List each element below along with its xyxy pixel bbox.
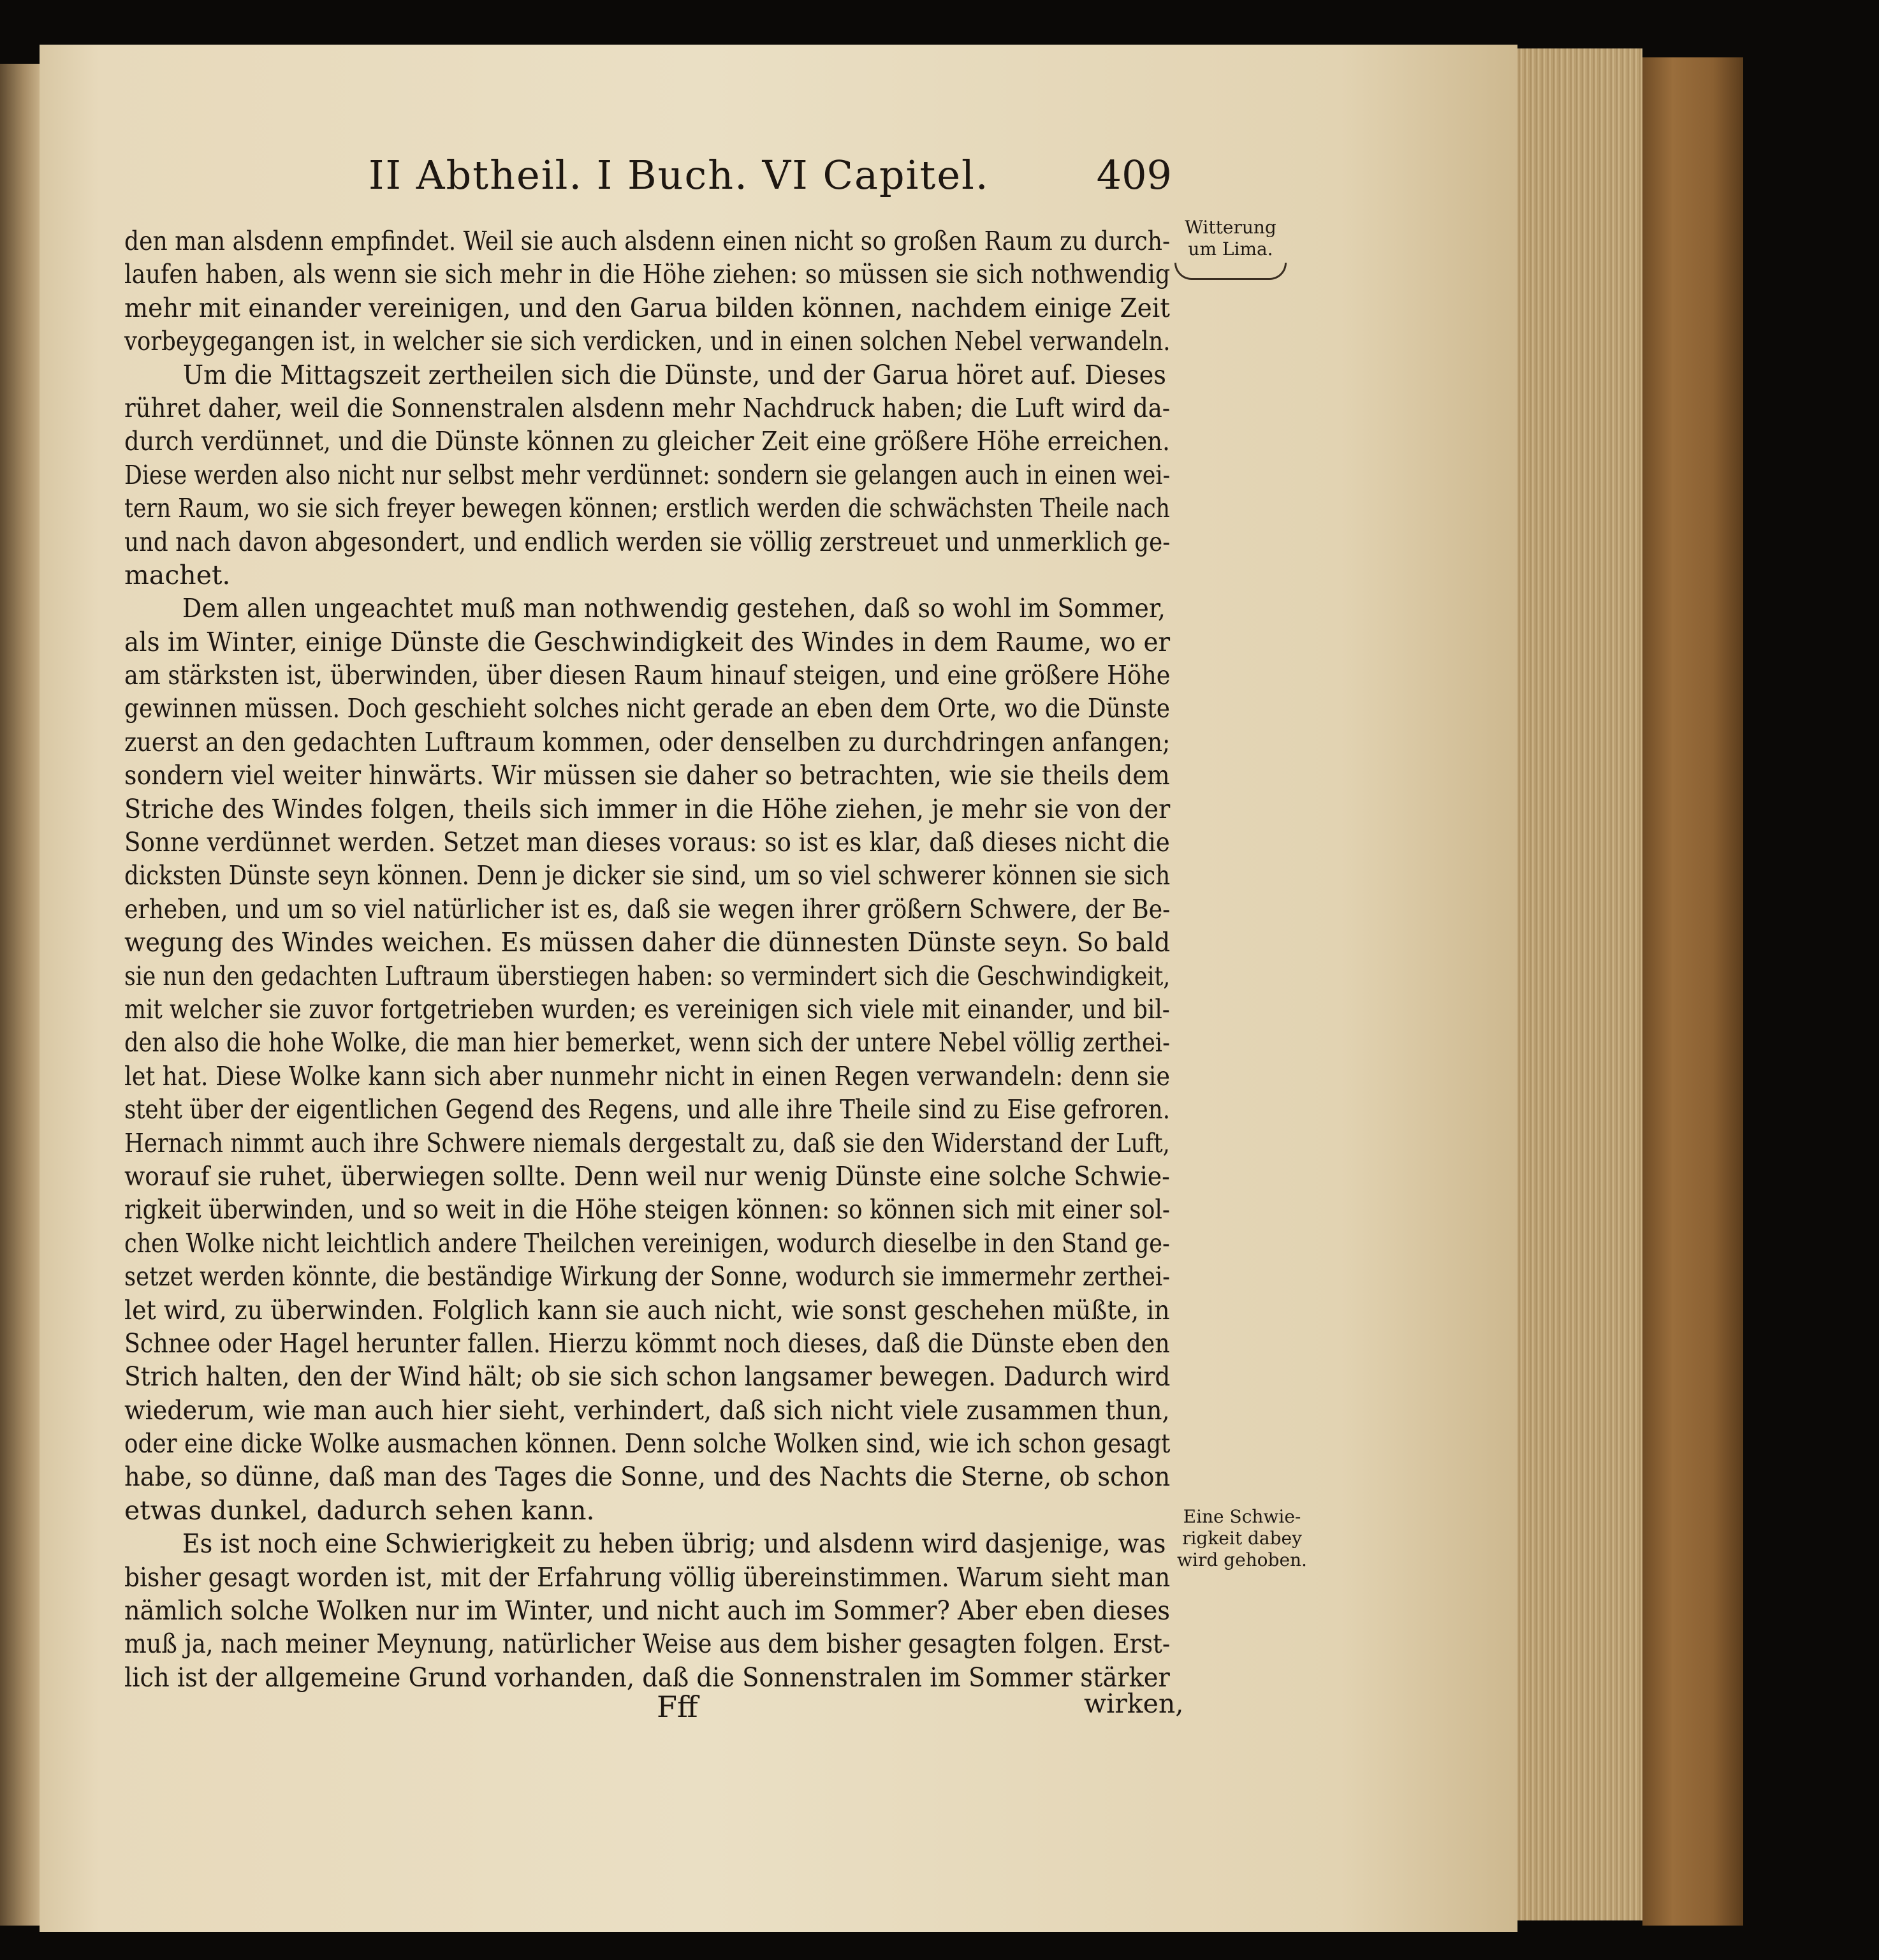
text-line: Dem allen ungeachtet muß man nothwendig gestehen, daß so wohl im Sommer, bbox=[182, 593, 1166, 624]
text-line: Es ist noch eine Schwierigkeit zu heben übrig; und alsdenn wird dasjenige, was bbox=[182, 1528, 1166, 1560]
signature-mark: Fff bbox=[657, 1690, 698, 1724]
text-line: habe, so dünne, daß man des Tages die Sonne, und des Nachts die Sterne, ob schon bbox=[124, 1461, 1171, 1493]
text-line: vorbeygegangen ist, in welcher sie sich verdicken, und in einen solchen Nebel verwandeln. bbox=[124, 326, 1171, 357]
text-line: den also die hohe Wolke, die man hier bemerket, wenn sich der untere Nebel völlig zerthei- bbox=[124, 1027, 1170, 1058]
page-block-fore-edge bbox=[1517, 48, 1642, 1920]
margin-note-witterung bbox=[1170, 217, 1291, 280]
page-number: 409 bbox=[1096, 152, 1172, 198]
text-line: steht über der eigentlichen Gegend des Regens, und alle ihre Theile sind zu Eise gefroren. bbox=[124, 1094, 1171, 1125]
text-line: Striche des Windes folgen, theils sich immer in die Höhe ziehen, je mehr sie von der bbox=[124, 793, 1171, 824]
text-line: mit welcher sie zuvor fortgetrieben wurden; es vereinigen sich viele mit einander, und bil- bbox=[124, 993, 1170, 1025]
text-line: setzet werden könnte, die beständige Wirkung der Sonne, wodurch sie immermehr zerthei- bbox=[124, 1261, 1171, 1292]
margin-note-line: rigkeit dabey bbox=[1182, 1528, 1302, 1549]
running-head: II Abtheil. I Buch. VI Capitel. bbox=[369, 152, 990, 198]
text-line: laufen haben, als wenn sie sich mehr in die Höhe ziehen: so müssen sie sich nothwendig bbox=[124, 259, 1171, 290]
text-line: rigkeit überwinden, und so weit in die Höhe steigen können: so können sich mit einer sol- bbox=[124, 1194, 1170, 1225]
text-line: mehr mit einander vereinigen, und den Garua bilden können, nachdem einige Zeit bbox=[124, 292, 1170, 323]
text-line: gewinnen müssen. Doch geschieht solches nicht gerade an eben dem Orte, wo die Dünste bbox=[124, 693, 1170, 724]
text-line: let hat. Diese Wolke kann sich aber nunmehr nicht in einen Regen verwandeln: denn sie bbox=[124, 1060, 1171, 1092]
text-line: als im Winter, einige Dünste die Geschwindigkeit des Windes in dem Raume, wo er bbox=[124, 626, 1171, 657]
margin-note-line: wird gehoben. bbox=[1177, 1549, 1307, 1570]
text-line: durch verdünnet, und die Dünste können zu gleicher Zeit eine größere Höhe erreichen. bbox=[124, 426, 1170, 457]
page-header bbox=[369, 152, 1172, 222]
margin-note-line: um Lima. bbox=[1188, 238, 1273, 260]
text-line: den man alsdenn empfindet. Weil sie auch alsdenn einen nicht so großen Raum zu durch- bbox=[124, 226, 1171, 256]
text-line: rühret daher, weil die Sonnenstralen alsdenn mehr Nachdruck haben; die Luft wird da- bbox=[124, 392, 1171, 423]
text-line: erheben, und um so viel natürlicher ist es, daß sie wegen ihrer größern Schwere, der Be- bbox=[124, 893, 1171, 925]
text-line: Schnee oder Hagel herunter fallen. Hierzu kömmt noch dieses, daß die Dünste eben den bbox=[124, 1327, 1170, 1359]
text-line: und nach davon abgesondert, und endlich werden sie völlig zerstreuet und unmerklich ge- bbox=[124, 526, 1171, 557]
text-line: Sonne verdünnet werden. Setzet man dieses voraus: so ist es klar, daß dieses nicht die bbox=[124, 827, 1170, 858]
body-text bbox=[124, 224, 1170, 1694]
catchword: wirken, bbox=[1084, 1688, 1184, 1719]
text-line: nämlich solche Wolken nur im Winter, und nicht auch im Sommer? Aber eben dieses bbox=[124, 1595, 1171, 1627]
text-line: let wird, zu überwinden. Folglich kann sie auch nicht, wie sonst geschehen müßte, in bbox=[124, 1294, 1170, 1326]
text-line: tern Raum, wo sie sich freyer bewegen können; erstlich werden die schwächsten Theile nach bbox=[124, 493, 1170, 524]
text-line: worauf sie ruhet, überwiegen sollte. Denn weil nur wenig Dünste eine solche Schwie- bbox=[124, 1160, 1170, 1192]
margin-note-line: Eine Schwie- bbox=[1183, 1506, 1301, 1527]
text-line: sondern viel weiter hinwärts. Wir müssen sie daher so betrachten, wie sie theils dem bbox=[124, 760, 1170, 791]
text-line: dicksten Dünste seyn können. Denn je dicker sie sind, um so viel schwerer können sie sich bbox=[124, 860, 1171, 891]
text-line: oder eine dicke Wolke ausmachen können. Denn solche Wolken sind, wie ich schon gesagt bbox=[124, 1428, 1171, 1459]
text-line: Diese werden also nicht nur selbst mehr verdünnet: sondern sie gelangen auch in einen wei- bbox=[124, 459, 1171, 490]
text-line: muß ja, nach meiner Meynung, natürlicher Weise aus dem bisher gesagten folgen. Erst- bbox=[124, 1628, 1171, 1660]
text-line: Strich halten, den der Wind hält; ob sie sich schon langsamer bewegen. Dadurch wird bbox=[124, 1361, 1171, 1393]
text-line: zuerst an den gedachten Luftraum kommen, oder denselben zu durchdringen anfangen; bbox=[124, 726, 1171, 757]
text-line: Um die Mittagszeit zertheilen sich die Dünste, und der Garua höret auf. Dieses bbox=[182, 359, 1166, 390]
margin-note-line: Witterung bbox=[1185, 217, 1276, 238]
text-line: Hernach nimmt auch ihre Schwere niemals dergestalt zu, daß sie den Widerstand der Luft, bbox=[124, 1127, 1170, 1159]
facing-page-edge bbox=[0, 64, 40, 1926]
text-line: etwas dunkel, dadurch sehen kann. bbox=[124, 1495, 595, 1526]
brace-mark bbox=[1174, 263, 1287, 280]
text-line: lich ist der allgemeine Grund vorhanden, daß die Sonnenstralen im Sommer stärker bbox=[124, 1662, 1170, 1693]
text-line: chen Wolke nicht leichtlich andere Theilchen vereinigen, wodurch dieselbe in den Stand ge- bbox=[124, 1227, 1170, 1259]
text-line: sie nun den gedachten Luftraum überstiegen haben: so vermindert sich die Geschwindigkeit, bbox=[124, 960, 1171, 991]
text-line: bisher gesagt worden ist, mit der Erfahrung völlig übereinstimmen. Warum sieht man bbox=[124, 1561, 1171, 1593]
text-line: wiederum, wie man auch hier sieht, verhindert, daß sich nicht viele zusammen thun, bbox=[124, 1394, 1170, 1426]
book-cover-edge bbox=[1642, 57, 1743, 1926]
text-line: machet. bbox=[124, 559, 231, 590]
margin-note-schwierigkeit bbox=[1172, 1506, 1312, 1571]
text-line: am stärksten ist, überwinden, über diesen Raum hinauf steigen, und eine größere Höhe bbox=[124, 660, 1171, 691]
text-line: wegung des Windes weichen. Es müssen daher die dünnesten Dünste seyn. So bald bbox=[124, 927, 1171, 958]
